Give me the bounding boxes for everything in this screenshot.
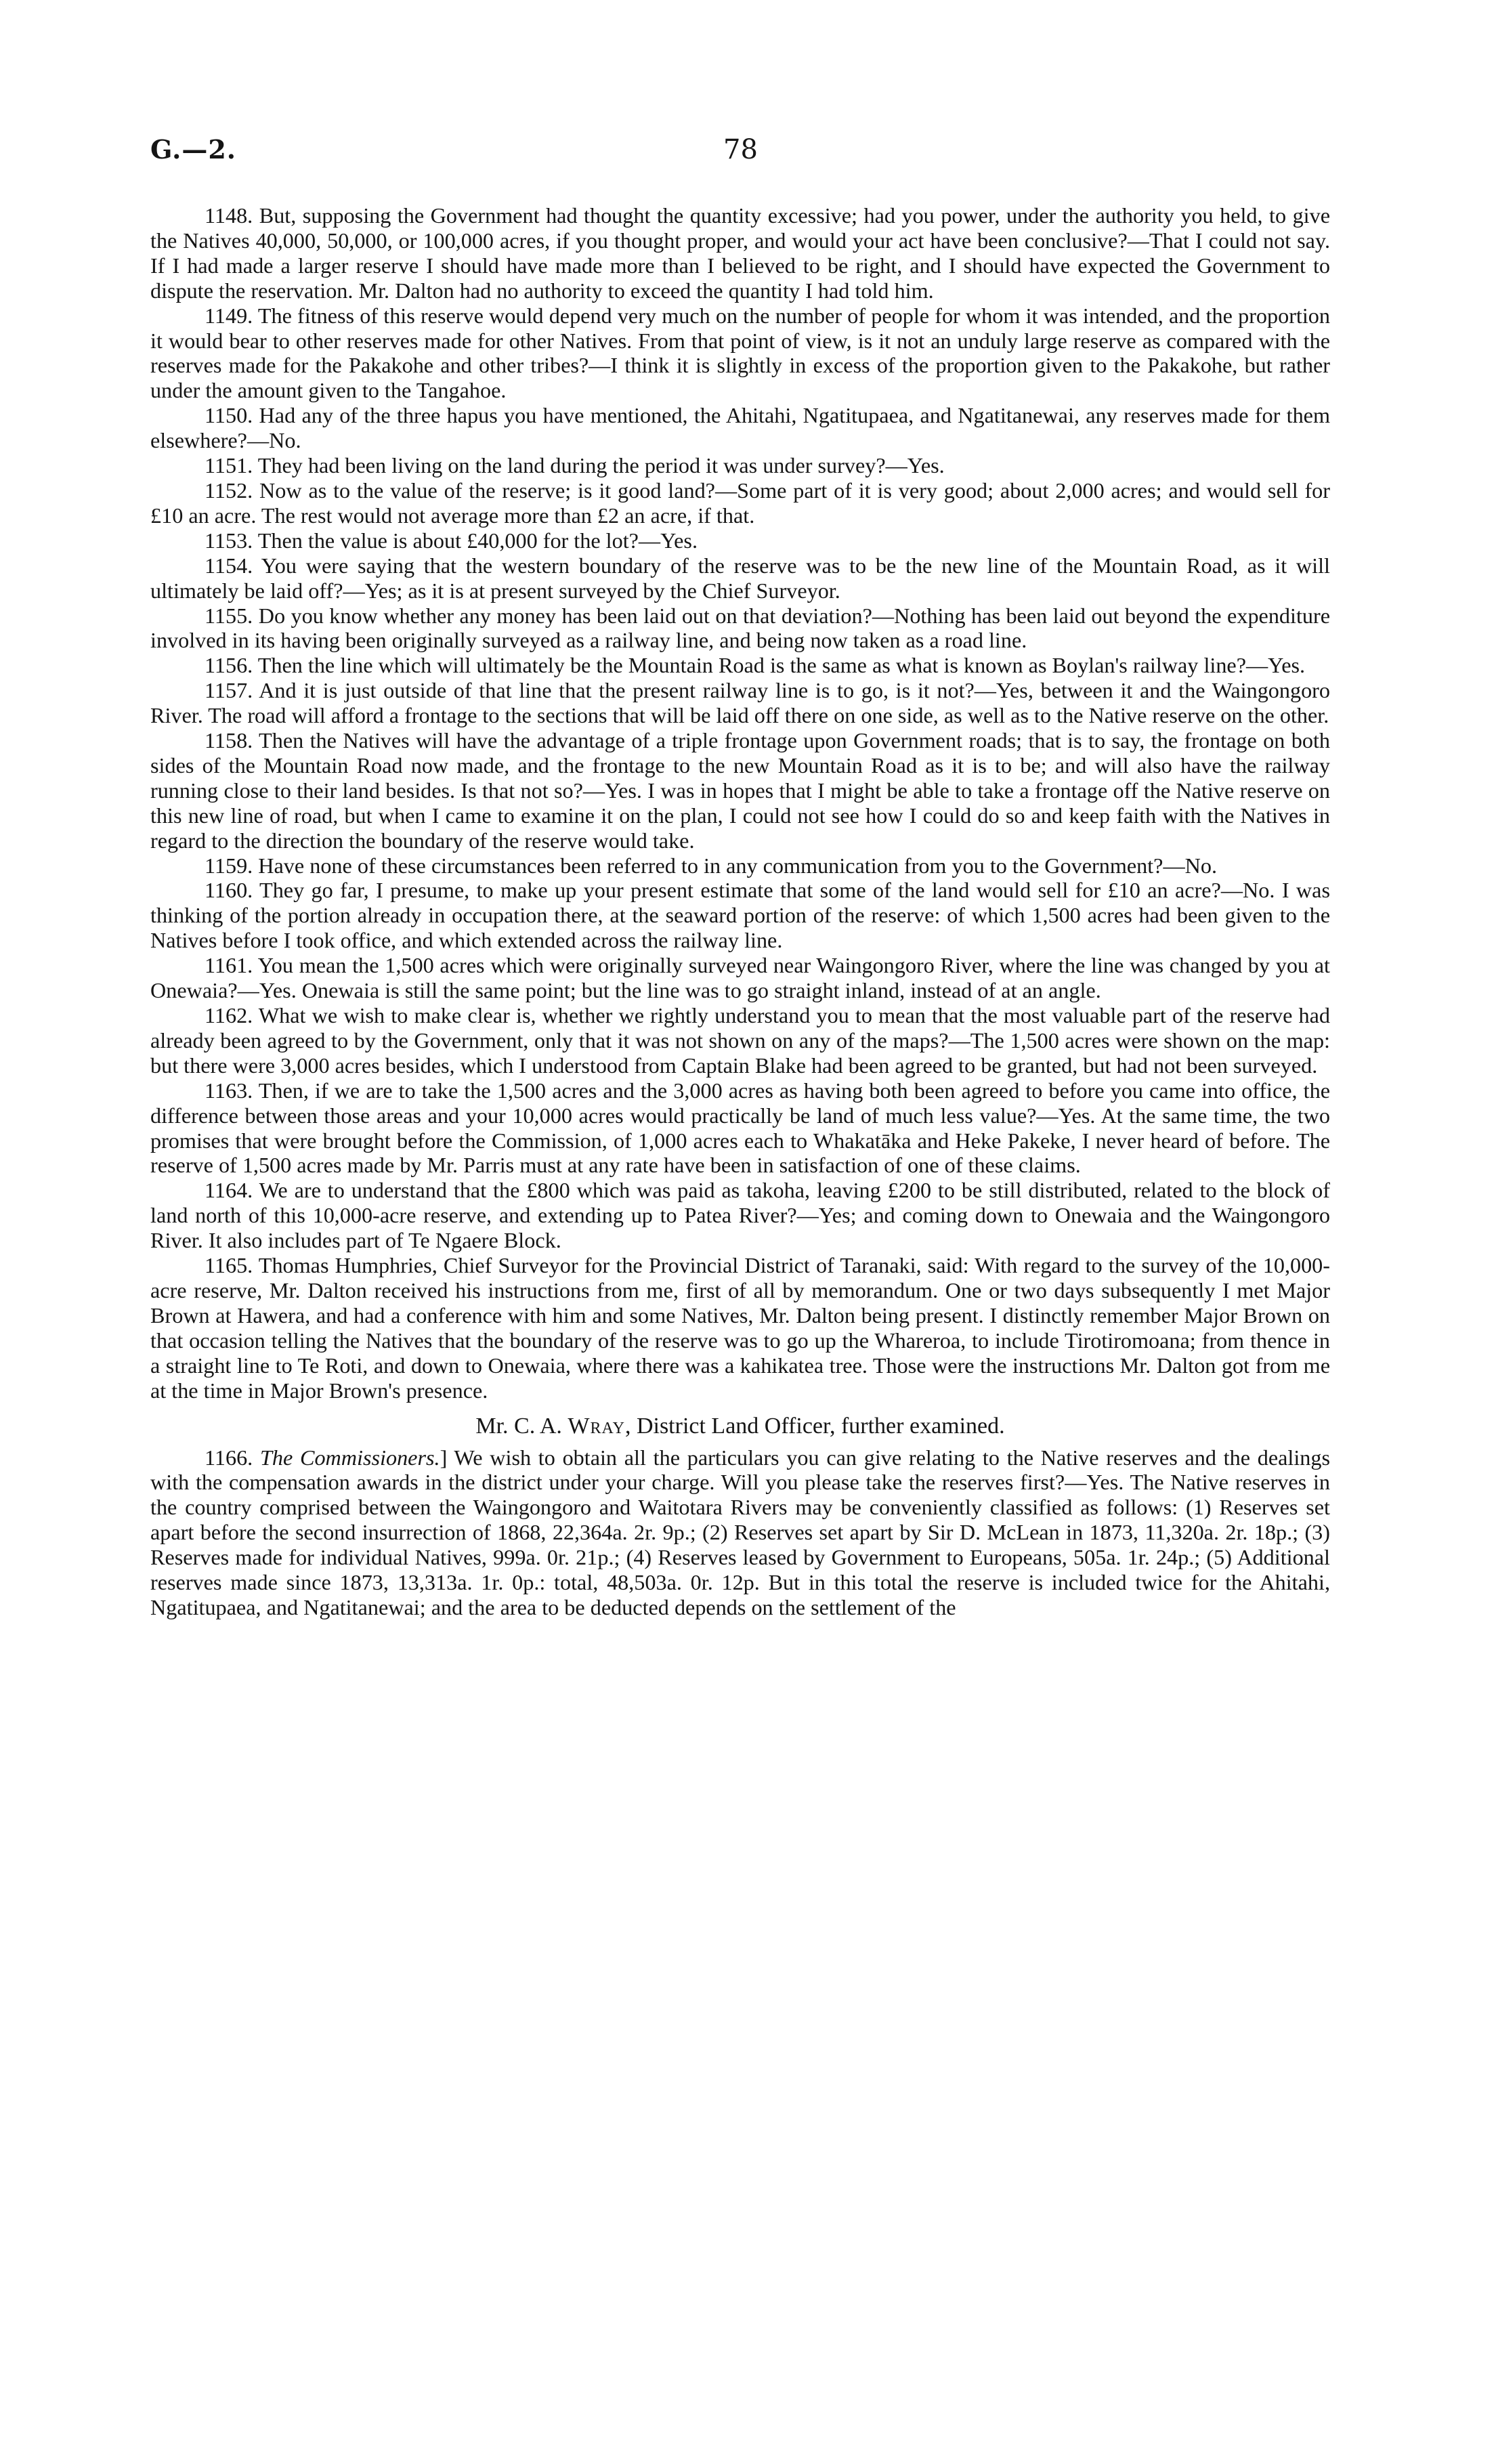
- heading-prefix: Mr. C. A.: [475, 1413, 568, 1439]
- paragraph-1151: 1151. They had been living on the land during the period it was under survey?—Yes.: [205, 453, 945, 478]
- paragraph-1159: 1159. Have none of these circumstances been referred to in any communication from you to the Government?—No.: [205, 853, 1218, 878]
- page-reference: G.—2.: [150, 134, 236, 165]
- paragraph-1165: 1165. Thomas Humphries, Chief Surveyor for the Provincial District of Taranaki, said: With regard to the survey of the 10,000-acre reserve, Mr. Dalton received his instructions from me, first of all by memorandum. One or two days subsequently I met Major Brown at Hawera, and had a conference with him and some Natives, Mr. Dalton being present. I distinctly remember Major Brown on that occasion telling the Natives that the boundary of the reserve was to go up the Whareroa, to include Tirotiromoana; from thence in a straight line to Te Roti, and down to Onewaia, where there was a kahikatea tree. Those were the instructions Mr. Dalton got from me at the time in Major Brown's presence.: [150, 1253, 1330, 1403]
- page-number: 78: [723, 134, 758, 165]
- paragraph-1158: 1158. Then the Natives will have the advantage of a triple frontage upon Government roads; that is to say, the frontage on both sides of the Mountain Road now made, and the frontage to the new Mountain Road as it is to be; and will also have the railway running close to their land besides. Is that not so?—Yes. I was in hopes that I might be able to take a frontage off the Native reserve on this new line of road, but when I came to examine it on the plan, I could not see how I could do so and keep faith with the Natives in regard to the direction the boundary of the reserve would take.: [150, 728, 1330, 853]
- document-body: [150, 203, 1330, 1620]
- paragraph-1152: 1152. Now as to the value of the reserve; is it good land?—Some part of it is very good; about 2,000 acres; and would sell for £10 an acre. The rest would not average more than £2 an acre, if that.: [150, 477, 1330, 528]
- speaker-label: The Commissioners.: [259, 1445, 440, 1470]
- paragraph-1162: 1162. What we wish to make clear is, whether we rightly understand you to mean that the most valuable part of the reserve had already been agreed to by the Government, only that it was not shown on any of the maps?—The 1,500 acres were shown on the map: but there were 3,000 acres besides, which I understood from Captain Blake had been agreed to be granted, but had not been surveyed.: [150, 1003, 1330, 1078]
- paragraph-1163: 1163. Then, if we are to take the 1,500 acres and the 3,000 acres as having both been agreed to before you came into office, the difference between those areas and your 10,000 acres would practically be land of much less value?—Yes. At the same time, the two promises that were brought before the Commission, of 1,000 acres each to Whakatāka and Heke Pakeke, I never heard of before. The reserve of 1,500 acres made by Mr. Parris must at any rate have been in satisfaction of one of these claims.: [150, 1078, 1330, 1178]
- paragraph-1161: 1161. You mean the 1,500 acres which were originally surveyed near Waingongoro River, where the line was changed by you at Onewaia?—Yes. Onewaia is still the same point; but the line was to go straight inland, instead of at an angle.: [150, 953, 1330, 1003]
- paragraph-1148: 1148. But, supposing the Government had thought the quantity excessive; had you power, under the authority you held, to give the Natives 40,000, 50,000, or 100,000 acres, if you thought proper, and would your act have been conclusive?—That I could not say. If I had made a larger reserve I should have made more than I believed to be right, and I should have expected the Government to dispute the reservation. Mr. Dalton had no authority to exceed the quantity I had told him.: [150, 203, 1330, 303]
- paragraph-1156: 1156. Then the line which will ultimately be the Mountain Road is the same as what is known as Boylan's railway line?—Yes.: [205, 653, 1306, 678]
- page-header: [150, 134, 1331, 175]
- paragraph-1149: 1149. The fitness of this reserve would depend very much on the number of people for whom it was intended, and the proportion it would bear to other reserves made for other Natives. From that point of view, is it not an unduly large reserve as compared with the reserves made for the Pakakohe and other tribes?—I think it is slightly in excess of the proportion given to the Pakakohe, but rather under the amount given to the Tangahoe.: [150, 303, 1330, 403]
- paragraph-1157: 1157. And it is just outside of that line that the present railway line is to go, is it not?—Yes, between it and the Waingongoro River. The road will afford a frontage to the sections that will be laid off there on one side, as well as to the Native reserve on the other.: [150, 678, 1330, 728]
- paragraph-1153: 1153. Then the value is about £40,000 for the lot?—Yes.: [205, 528, 698, 553]
- paragraph-1164: 1164. We are to understand that the £800 which was paid as takoha, leaving £200 to be still distributed, related to the block of land north of this 10,000-acre reserve, and extending up to Patea River?—Yes; and coming down to Onewaia and the Waingongoro River. It also includes part of Te Ngaere Block.: [150, 1178, 1330, 1253]
- paragraph-1160: 1160. They go far, I presume, to make up your present estimate that some of the land would sell for £10 an acre?—No. I was thinking of the portion already in occupation there, at the seaward portion of the reserve: of which 1,500 acres had been given to the Natives before I took office, and which extended across the railway line.: [150, 878, 1330, 953]
- section-heading: [150, 1413, 1330, 1440]
- paragraph-1150: 1150. Had any of the three hapus you have mentioned, the Ahitahi, Ngatitupaea, and Ngatitanewai, any reserves made for them elsewhere?—No.: [150, 403, 1330, 453]
- paragraph-1166: [150, 1445, 1330, 1620]
- paragraph-text: ] We wish to obtain all the particulars you can give relating to the Native reserves and the dealings with the compensation awards in the district under your charge. Will you please take the reserves first?—Yes. The Native reserves in the country comprised between the Waingongoro and Waitotara Rivers may be conveniently classified as follows: (1) Reserves set apart before the second insurrection of 1868, 22,364a. 2r. 9p.; (2) Reserves set apart by Sir D. McLean in 1873, 11,320a. 2r. 18p.; (3) Reserves made for individual Natives, 999a. 0r. 21p.; (4) Reserves leased by Government to Europeans, 505a. 1r. 24p.; (5) Additional reserves made since 1873, 13,313a. 1r. 0p.: total, 48,503a. 0r. 12p. But in this total the reserve is included twice for the Ahitahi, Ngatitupaea, and Ngatitanewai; and the area to be deducted depends on the settlement of the: [150, 1445, 1330, 1619]
- paragraph-1154: 1154. You were saying that the western boundary of the reserve was to be the new line of the Mountain Road, as it will ultimately be laid off?—Yes; as it is at present surveyed by the Chief Surveyor.: [150, 553, 1330, 603]
- witness-name: Wray: [568, 1413, 625, 1439]
- paragraph-number: 1166.: [205, 1445, 260, 1470]
- paragraph-1155: 1155. Do you know whether any money has been laid out on that deviation?—Nothing has been laid out beyond the expenditure involved in its having been originally surveyed as a railway line, and being now taken as a road line.: [150, 603, 1330, 653]
- heading-suffix: , District Land Officer, further examined.: [624, 1413, 1005, 1439]
